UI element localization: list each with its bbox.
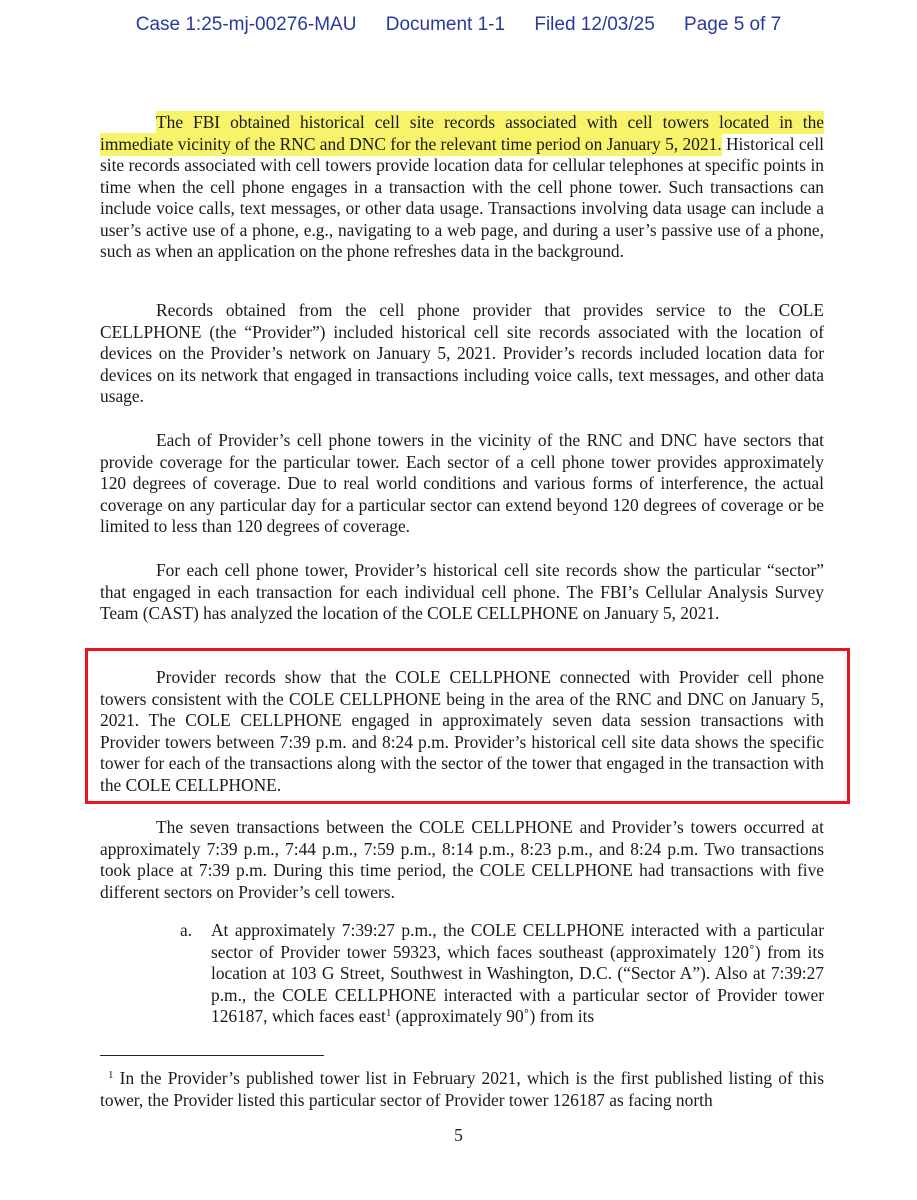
highlighted-text: The FBI obtained historical cell site records associated with cell towers located in the immediate vicinity of the RNC and DNC for the relevant time period on January 5, 2021. [100, 112, 824, 154]
footnote-reference: 1 [385, 1007, 392, 1019]
court-header [0, 14, 917, 36]
document-body [100, 112, 825, 902]
page-indicator: Page 5 of 7 [684, 14, 782, 35]
paragraph-3: Each of Provider’s cell phone towers in the vicinity of the RNC and DNC have sectors that provide coverage for the particular tower. Each sector of a cell phone tower provides approximately 120 degrees of coverage. Due to real world conditions and various forms of interference, the actual coverage on any particular day for a particular sector can extend beyond 120 degrees of coverage or be limited to less than 120 degrees of coverage. [100, 430, 824, 536]
filed-date: Filed 12/03/25 [534, 14, 655, 35]
list-item-a [180, 920, 824, 1028]
list-item-text [211, 920, 824, 1028]
list-text-part-1: At approximately 7:39:27 p.m., the COLE CELLPHONE interacted with a particular sector of Provider tower 59323, which faces southeast (approximately 120˚) from its location at 103 G Street, Southwest in Washington, D.C. (“Sector A”). Also at 7:39:27 p.m., the COLE CELLPHONE interacted with a particular sector of Provider tower 126187, which faces east [211, 920, 824, 1026]
paragraph-2: Records obtained from the cell phone provider that provides service to the COLE CELLPHONE (the “Provider”) included historical cell site records associated with the location of devices on the Provider’s network on January 5, 2021. Provider’s records included location data for devices on its network that engaged in transactions including voice calls, text messages, and other data usage. [100, 300, 824, 406]
footnote-divider [100, 1055, 324, 1056]
page-number: 5 [454, 1125, 463, 1145]
footnote-marker: 1 [108, 1069, 114, 1081]
list-marker: a. [180, 920, 193, 940]
footnote [100, 1068, 824, 1111]
paragraph-5-boxed: Provider records show that the COLE CELLPHONE connected with Provider cell phone towers consistent with the COLE CELLPHONE being in the area of the RNC and DNC on January 5, 2021. The COLE CELLPHONE engaged in approximately seven data session transactions with Provider towers between 7:39 p.m. and 8:24 p.m. Provider’s historical cell site data shows the specific tower for each of the transactions along with the sector of the tower that engaged in the transaction with the COLE CELLPHONE. [100, 667, 824, 795]
paragraph-1 [100, 112, 824, 263]
paragraph-6: The seven transactions between the COLE CELLPHONE and Provider’s towers occurred at approximately 7:39 p.m., 7:44 p.m., 7:59 p.m., 8:14 p.m., 8:23 p.m., and 8:24 p.m. Two transactions took place at 7:39 p.m. During this time period, the COLE CELLPHONE had transactions with five different sectors on Provider’s cell towers. [100, 817, 824, 902]
paragraph-1-rest: Historical cell site records associated with cell towers provide location data for cellular telephones at specific points in time when the cell phone engages in a transaction with the cell phone tower. Such transactions can include voice calls, text messages, or other data usage. Transactions involving data usage can include a user’s active use of a phone, e.g., navigating to a web page, and during a user’s passive use of a phone, such as when an application on the phone refreshes data in the background. [100, 133, 825, 261]
footnote-text: In the Provider’s published tower list in February 2021, which is the first published listing of this tower, the Provider listed this particular sector of Provider tower 126187 as facing north [100, 1068, 824, 1110]
case-number: Case 1:25-mj-00276-MAU [135, 14, 357, 35]
list-text-part-2: (approximately 90˚) from its [391, 1006, 595, 1026]
document-number: Document 1-1 [385, 14, 506, 35]
paragraph-4: For each cell phone tower, Provider’s historical cell site records show the particular “sector” that engaged in each transaction for each individual cell phone. The FBI’s Cellular Analysis Survey Team (CAST) has analyzed the location of the COLE CELLPHONE on January 5, 2021. [100, 560, 824, 623]
